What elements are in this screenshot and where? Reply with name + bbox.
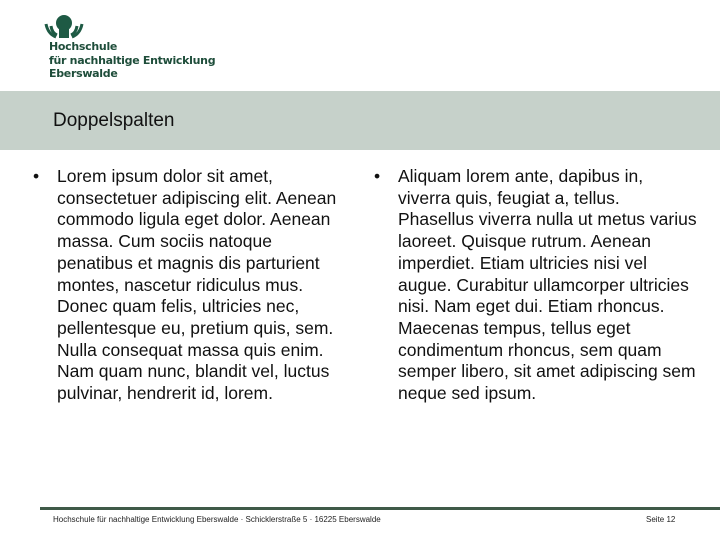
slide-title: Doppelspalten <box>53 110 175 131</box>
footer-address: Hochschule für nachhaltige Entwicklung Eberswalde · Schicklerstraße 5 · 16225 Eberswalde <box>53 515 381 524</box>
logo-text <box>49 40 215 81</box>
left-column <box>33 166 347 405</box>
logo-tree-icon <box>42 14 86 40</box>
logo-line: Eberswalde <box>49 67 118 80</box>
right-column <box>374 166 698 405</box>
logo-line: Hochschule <box>49 40 118 53</box>
left-column-text: Lorem ipsum dolor sit amet, consectetuer adipiscing elit. Aenean commodo ligula eget dolor. Aenean massa. Cum sociis natoque penatibus et magnis dis parturient montes, nascetur ridiculus mus. Donec quam felis, ultricies nec, pellentesque eu, pretium quis, sem. Nulla consequat massa quis enim. Nam quam nunc, blandit vel, luctus pulvinar, hendrerit id, lorem. <box>57 166 337 404</box>
right-column-text: Aliquam lorem ante, dapibus in, viverra quis, feugiat a, tellus. Phasellus viverra nulla ut metus varius laoreet. Quisque rutrum. Aenean imperdiet. Etiam ultricies nisi vel augue. Curabitur ullamcorper ultricies nisi. Nam eget dui. Etiam rhoncus. Maecenas tempus, tellus eget condimentum rhoncus, sem quam semper libero, sit amet adipiscing sem neque sed ipsum. <box>398 166 697 404</box>
bullet-icon: • <box>374 166 381 186</box>
bullet-icon: • <box>33 166 40 186</box>
footer-divider <box>40 507 720 510</box>
logo-line: für nachhaltige Entwicklung <box>49 53 216 67</box>
page-number: Seite 12 <box>646 515 676 524</box>
